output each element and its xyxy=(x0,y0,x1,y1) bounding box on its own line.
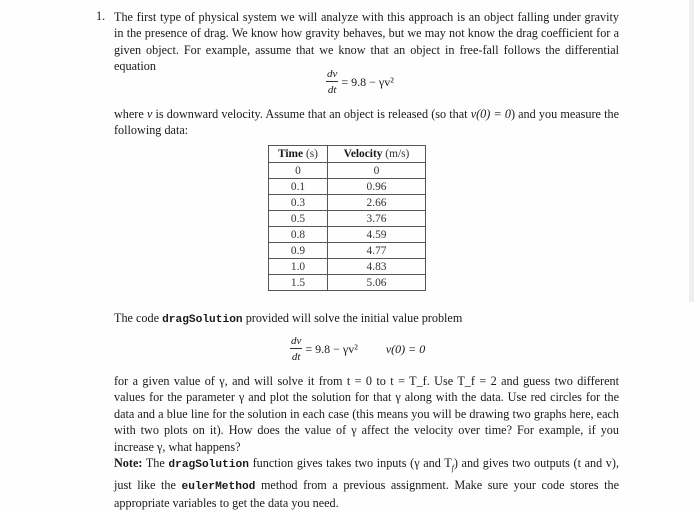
text: ) and you measure the following data: xyxy=(114,107,619,138)
eq2-denominator: dt xyxy=(291,351,301,363)
data-table xyxy=(268,145,426,291)
code-dragSolution: dragSolution xyxy=(168,459,249,471)
cell-time: 0.3 xyxy=(269,195,328,211)
text: method from a previous assignment. Make sure your code stores the appropriate variables to get the data you need. xyxy=(114,477,619,511)
header-time: Time (s) xyxy=(269,146,328,163)
table-row xyxy=(269,259,426,275)
instructions-paragraph: for a given value of γ, and will solve it from t = 0 to t = T_f. Use T_f = 2 and guess two different values for the parameter γ and plot the solution for that γ along with the data. Use red circles for the data and a blue line for the solution in each case (this means you will be drawing two graphs here, each with two plots on it). How does the value of γ affect the velocity over time? For example, if you increase γ, what happens? xyxy=(114,374,619,454)
table-row xyxy=(269,275,426,291)
var-v: v xyxy=(146,107,153,121)
cell-time: 0.5 xyxy=(269,211,328,227)
eq2-condition: v(0) = 0 xyxy=(385,342,426,356)
scrollbar[interactable] xyxy=(689,0,694,302)
text: ) and gives two outputs (t and v), just like the xyxy=(114,456,619,492)
equation-1 xyxy=(326,68,394,97)
cell-time: 0.9 xyxy=(269,243,328,259)
initial-condition: v(0) = 0 xyxy=(470,107,511,121)
equation-2 xyxy=(290,335,425,364)
cell-velocity: 3.76 xyxy=(328,211,426,227)
cell-velocity: 4.77 xyxy=(328,243,426,259)
table-row xyxy=(269,227,426,243)
table-row xyxy=(269,243,426,259)
table-row xyxy=(269,195,426,211)
eq1-rhs: = 9.8 − γv² xyxy=(341,75,394,89)
cell-time: 0.8 xyxy=(269,227,328,243)
cell-velocity: 2.66 xyxy=(328,195,426,211)
cell-time: 1.0 xyxy=(269,259,328,275)
eq2-numerator: dv xyxy=(291,335,302,347)
intro-paragraph: The first type of physical system we will analyze with this approach is an object falling under gravity in the presence of drag. We know how gravity behaves, but we may not know the drag coefficient for a given object. For example, assume that we know that an object in free-fall follows the differential equation xyxy=(114,10,619,74)
problem-number: 1. xyxy=(96,9,106,23)
text: The code xyxy=(114,311,163,325)
text: where xyxy=(114,107,147,121)
note-paragraph xyxy=(114,455,619,512)
code-line-paragraph xyxy=(114,310,619,328)
cell-velocity: 0 xyxy=(328,163,426,179)
eq1-numerator: dv xyxy=(327,68,338,80)
text: is downward velocity. Assume that an object is released (so that xyxy=(152,107,471,121)
after-equation-paragraph xyxy=(114,106,619,139)
cell-time: 0 xyxy=(269,163,328,179)
cell-velocity: 4.83 xyxy=(328,259,426,275)
cell-time: 0.1 xyxy=(269,179,328,195)
note-label: Note: xyxy=(114,456,143,470)
text: The xyxy=(142,456,169,470)
table-row xyxy=(269,211,426,227)
header-velocity: Velocity (m/s) xyxy=(328,146,426,163)
cell-velocity: 5.06 xyxy=(328,275,426,291)
text: provided will solve the initial value problem xyxy=(242,311,463,325)
text: function gives takes two inputs (γ and T xyxy=(248,456,452,470)
eq1-denominator: dt xyxy=(327,84,337,96)
code-dragSolution: dragSolution xyxy=(162,314,243,326)
subscript-f: f xyxy=(451,463,454,473)
table-row xyxy=(269,179,426,195)
eq2-rhs: = 9.8 − γv² xyxy=(305,342,358,356)
cell-velocity: 4.59 xyxy=(328,227,426,243)
code-eulerMethod: eulerMethod xyxy=(181,480,256,493)
table-row xyxy=(269,163,426,179)
cell-time: 1.5 xyxy=(269,275,328,291)
cell-velocity: 0.96 xyxy=(328,179,426,195)
table-header-row xyxy=(269,146,426,163)
